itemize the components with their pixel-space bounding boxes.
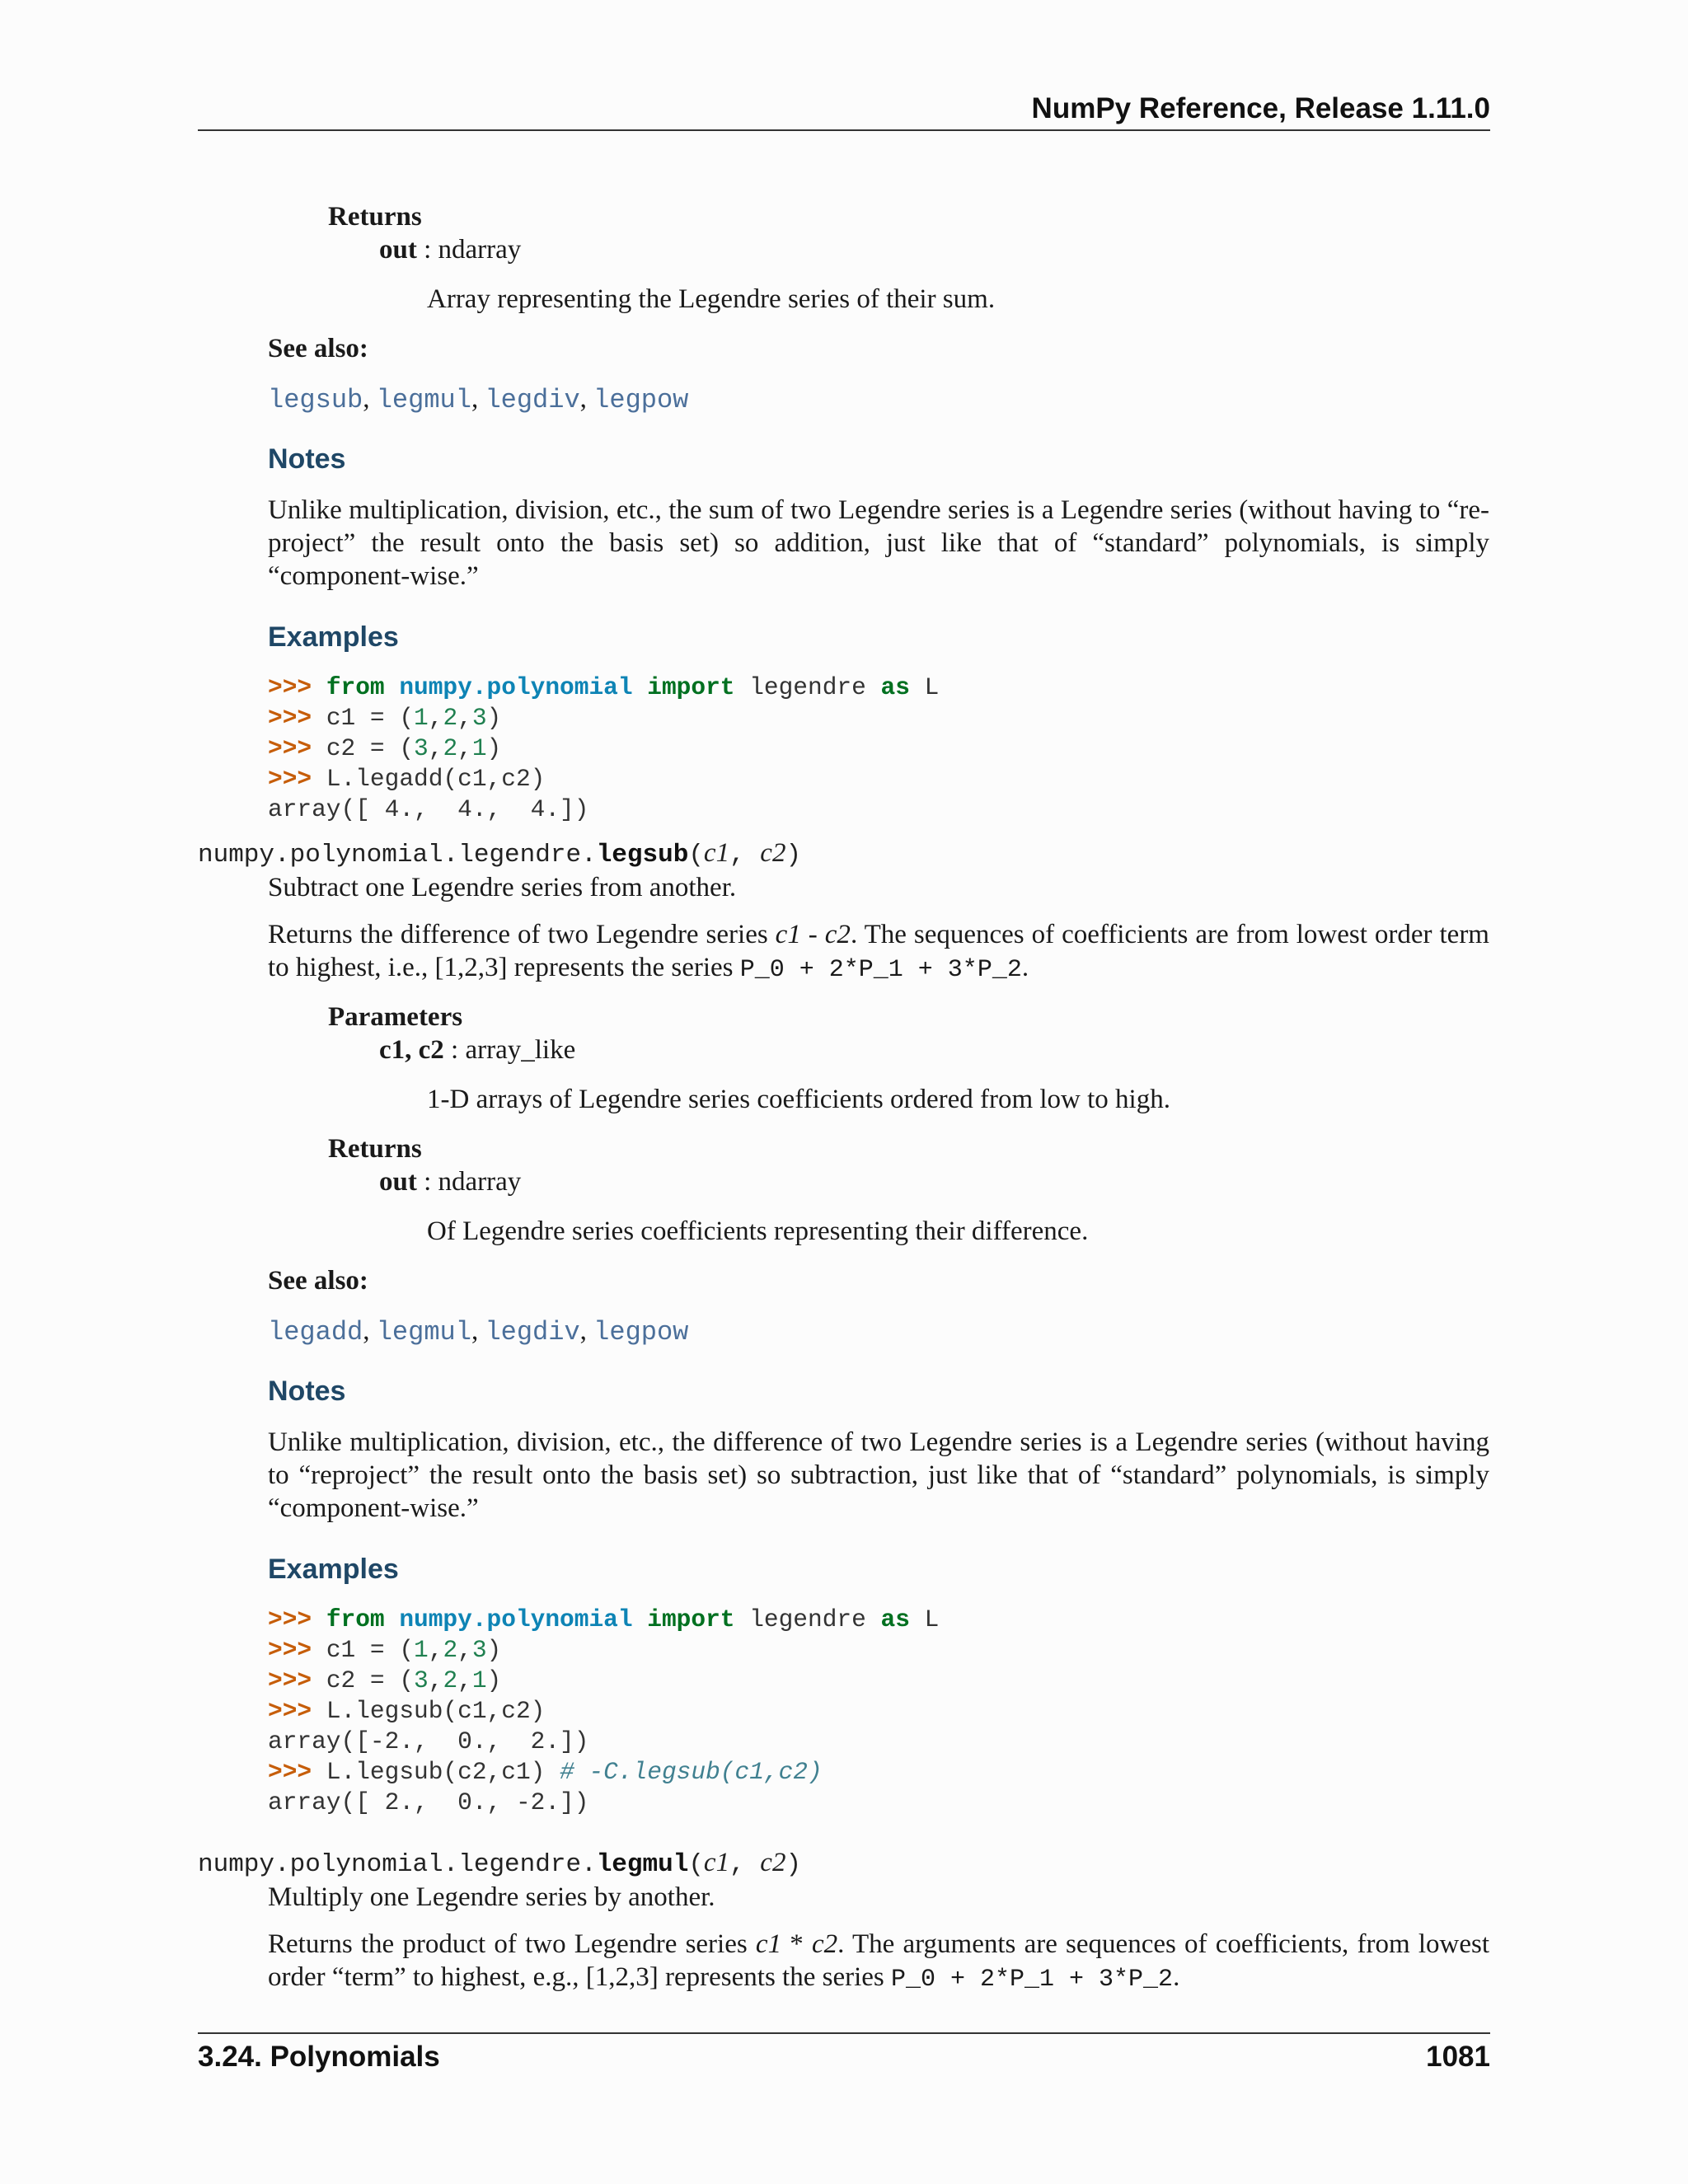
function-description: Returns the difference of two Legendre series c1 - c2. The sequences of coefficients are from lowest order term to highest, i.e., [1,2,3] represents the series P_0 + 2*P_1 + 3*P_2. [268,920,1489,984]
code-block: >>> from numpy.polynomial import legendre as L >>> c1 = (1,2,3) >>> c2 = (3,2,1) >>> L.legadd(c1,c2) array([ 4., 4., 4.]) [268,673,940,823]
function-signature-legsub[interactable]: numpy.polynomial.legendre.legsub(c1, c2) [198,838,802,869]
return-spec [379,1165,521,1198]
notes-heading: Notes [268,443,346,475]
see-also-link[interactable]: legsub [268,385,363,415]
function-summary: Multiply one Legendre series by another. [268,1882,715,1912]
return-type: : ndarray [416,1167,522,1197]
function-signature-legmul[interactable]: numpy.polynomial.legendre.legmul(c1, c2) [198,1848,802,1879]
param-type: : array_like [443,1035,576,1065]
param-name: c1, c2 [379,1035,444,1065]
examples-heading: Examples [268,1554,399,1585]
see-also-link[interactable]: legdiv [485,1317,580,1347]
see-also-link[interactable]: legmul [376,385,471,415]
function-summary: Subtract one Legendre series from another. [268,873,737,902]
footer-rule [198,2032,1490,2034]
footer-section: 3.24. Polynomials [198,2041,440,2073]
notes-paragraph: Unlike multiplication, division, etc., the difference of two Legendre series is a Legendre series (without having to “reproject” the result onto the basis set) so subtraction, just like that of “standard” polynomials, is simply “component-wise.” [268,1427,1489,1523]
return-name: out [379,235,417,265]
see-also-label: See also: [268,334,368,363]
see-also-label: See also: [268,1266,368,1296]
header-rule [198,129,1490,131]
page-number: 1081 [1426,2041,1490,2073]
see-also-links: legadd, legmul, legdiv, legpow [268,1316,689,1347]
param-spec [379,1033,575,1066]
return-description: Of Legendre series coefficients representing their difference. [427,1216,1089,1246]
function-description: Returns the product of two Legendre series c1 * c2. The arguments are sequences of coefficients, from lowest order “term” to highest, e.g., [1,2,3] represents the series P_0 + 2*P_1 + 3*P_2. [268,1929,1490,1994]
notes-heading: Notes [268,1376,346,1407]
notes-paragraph: Unlike multiplication, division, etc., the sum of two Legendre series is a Legendre series (without having to “re-project” the result onto the basis set) so addition, just like that of “standard” polynomials, is simply “component-wise.” [268,495,1489,591]
code-block: >>> from numpy.polynomial import legendre as L >>> c1 = (1,2,3) >>> c2 = (3,2,1) >>> L.legsub(c1,c2) array([-2., 0., 2.]) >>> L.legsub(c2,c1) # -C.legsub(c1,c2) array([ 2., 0., -2.]) [268,1605,940,1816]
returns-label: Returns [328,1134,422,1164]
return-spec [379,233,521,266]
see-also-link[interactable]: legadd [268,1317,363,1347]
return-name: out [379,1167,417,1197]
see-also-links: legsub, legmul, legdiv, legpow [268,384,689,415]
return-description: Array representing the Legendre series of their sum. [427,284,996,314]
parameters-label: Parameters [328,1002,463,1032]
see-also-link[interactable]: legmul [376,1317,471,1347]
return-type: : ndarray [416,235,522,265]
see-also-link[interactable]: legpow [593,385,689,415]
param-description: 1-D arrays of Legendre series coefficients ordered from low to high. [427,1085,1170,1114]
see-also-link[interactable]: legpow [593,1317,689,1347]
running-header: NumPy Reference, Release 1.11.0 [1031,92,1490,124]
examples-heading: Examples [268,621,399,653]
see-also-link[interactable]: legdiv [485,385,580,415]
returns-label: Returns [328,202,422,232]
